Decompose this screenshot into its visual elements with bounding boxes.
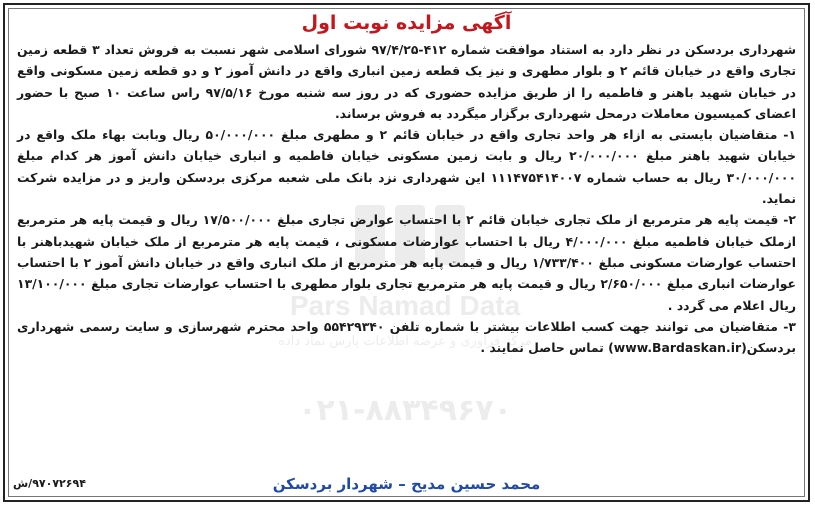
auction-notice (3, 3, 810, 502)
mayor-signature: محمد حسین مدیح – شهردار بردسکن (272, 475, 541, 493)
notice-intro: شهرداری بردسکن در نظر دارد به استناد موافقت شماره ۴۱۲-۹۷/۴/۲۵ شورای اسلامی شهر نسبت به فروش تعداد ۳ قطعه زمین تجاری واقع در خیابان قائم ۲ و بلوار مطهری و نیز یک قطعه زمین انباری واقع در دانش آموز ۲ و دو قطعه زمین مسکونی واقع در خیابان شهید باهنر و فاطمیه را از طریق مزایده حضوری که در روز سه شنبه مورخ ۹۷/۵/۱۶ راس ساعت ۱۰ صبح با حضور اعضای کمیسیون معاملات درمحل شهرداری برگزار میگردد به فروش برساند. (17, 42, 796, 121)
notice-body (17, 39, 796, 358)
watermark-text: Pars Namad Data (289, 290, 521, 321)
watermark-subtitle: مرکز فراوری و عرضه اطلاعات پارس نماد داده (278, 334, 532, 349)
clause-3-text: ۳- متقاضیان می توانند جهت کسب اطلاعات بیشتر با شماره تلفن ۵۵۴۲۹۳۴۰ واحد محترم شهرسازی و سایت رسمی شهرداری بردسکن( (17, 318, 796, 356)
notice-clause-1: ۱- متقاضیان بایستی به ازاء هر واحد تجاری واقع در خیابان قائم ۲ و مطهری مبلغ ۵۰/۰۰۰/۰۰۰ ریال وبابت بهاء ملک واقع در خیابان شهید باهنر مبلغ ۲۰/۰۰۰/۰۰۰ ریال و بابت زمین مسکونی خیابان فاطمیه و انباری خیابان دانش آموز هر کدام مبلغ ۳۰/۰۰۰/۰۰۰ ریال به حساب شماره ۱۱۱۴۷۵۴۱۴۰۰۷ این شهرداری نزد بانک ملی شعبه مرکزی بردسکن واریز و در مزایده شرکت نماید. (17, 127, 797, 207)
watermark-phone: ۰۲۱-۸۸۳۴۹۶۷۰ (298, 393, 512, 428)
notice-clause-3 (17, 316, 796, 359)
notice-title: آگهی مزایده نوبت اول (301, 12, 512, 34)
notice-clause-2: ۲- قیمت پایه هر مترمربع از ملک تجاری خیابان قائم ۲ با احتساب عوارض تجاری مبلغ ۱۷/۵۰۰/۰۰۰ ریال و قیمت پایه هر مترمربع ازملک خیابان فاطمیه مبلغ ۴/۰۰۰/۰۰۰ ریال با احتساب عوارضات مسکونی ، قیمت پایه هر مترمربع از ملک خیابان شهیدباهنر با احتساب عوارضات مسکونی مبلغ ۱/۷۳۳/۴۰۰ ریال و قیمت پایه هر مترمربع از ملک انباری واقع در خیابان دانش آموز ۲ با احتساب عوارضات انباری مبلغ ۲/۶۵۰/۰۰۰ ریال و قیمت پایه هر مترمربع تجاری بلوار مطهری با احتساب عوارضات تجاری مبلغ ۱۳/۱۰۰/۰۰۰ ریال اعلام می گردد . (17, 212, 797, 313)
clause-3-text-end: ) تماس حاصل نمایند . (480, 340, 614, 356)
website-link[interactable]: www.Bardaskan.ir (613, 340, 742, 356)
reference-code: ۹۷۰۷۲۶۹۴/ش (13, 477, 86, 490)
